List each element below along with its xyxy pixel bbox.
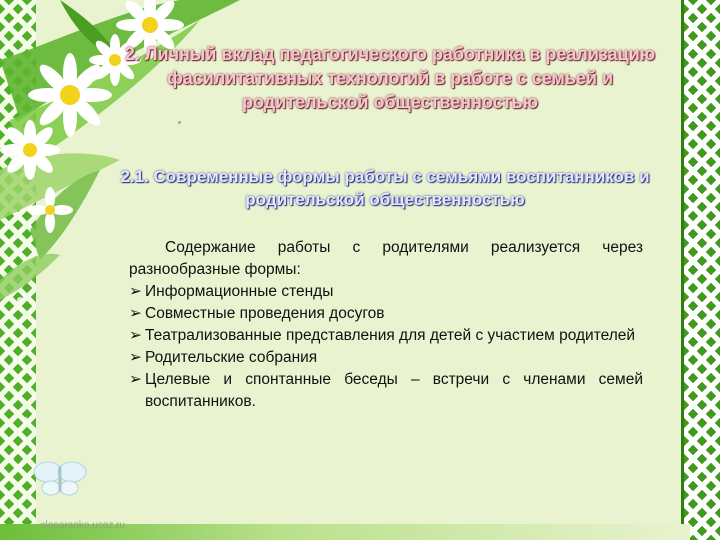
- slide-subtitle: 2.1. Современные формы работы с семьями воспитанников и родительской общественностью: [120, 167, 650, 209]
- list-item: [129, 347, 643, 369]
- list-item-text: Родительские собрания: [145, 349, 318, 366]
- butterfly-icon: [34, 462, 86, 495]
- forms-list: [129, 281, 643, 413]
- arrow-bullet-icon: ➢: [129, 327, 142, 344]
- list-item: [129, 369, 643, 413]
- arrow-bullet-icon: ➢: [129, 371, 142, 388]
- list-item: [129, 281, 643, 303]
- slide-title: 2. Личный вклад педагогического работника в реализацию фасилитативных технологий в работе с семьей и родительской общественностью: [124, 44, 656, 112]
- arrow-bullet-icon: ➢: [129, 349, 142, 366]
- intro-paragraph: Содержание работы с родителями реализуется через разнообразные формы:: [129, 239, 643, 278]
- sparkle-icon: [10, 297, 28, 462]
- content-body: [129, 237, 643, 413]
- list-item: [129, 325, 643, 347]
- list-item-text: Информационные стенды: [145, 283, 334, 300]
- list-item-text: Целевые и спонтанные беседы – встречи с членами семей воспитанников.: [145, 371, 643, 410]
- watermark-text: elenaranko.ucoz.ru: [40, 520, 126, 531]
- list-item-text: Совместные проведения досугов: [145, 305, 385, 322]
- arrow-bullet-icon: ➢: [129, 305, 142, 322]
- list-item-text: Театрализованные представления для детей с участием родителей: [145, 327, 636, 344]
- right-checkered-border: [684, 0, 720, 540]
- list-item: [129, 303, 643, 325]
- arrow-bullet-icon: ➢: [129, 283, 142, 300]
- decorative-dot: [178, 121, 181, 124]
